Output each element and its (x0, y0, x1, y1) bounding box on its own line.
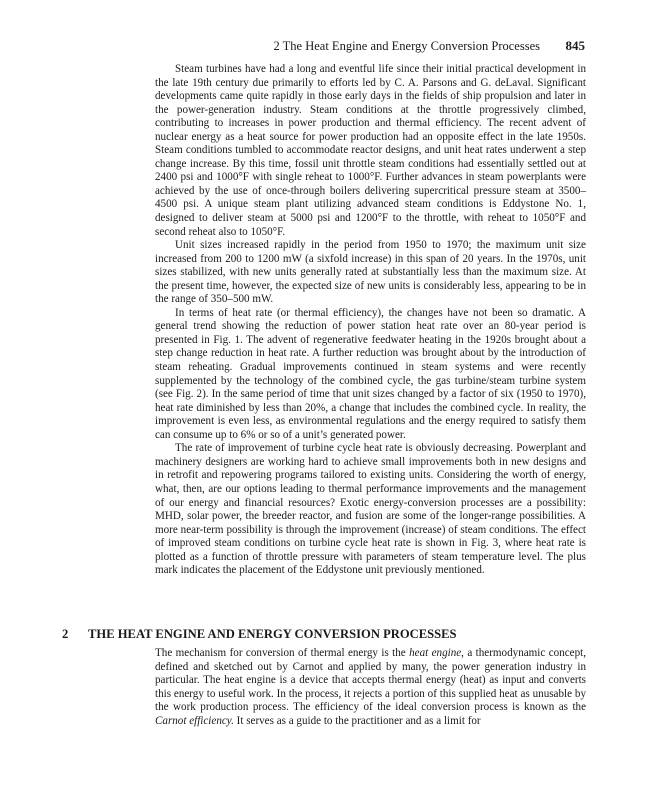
section-body-part-3: It serves as a guide to the practitioner and as a limit for (233, 714, 481, 727)
running-title: 2 The Heat Engine and Energy Conversion Processes (273, 39, 540, 53)
section-body (155, 647, 586, 728)
section-body-part-1: The mechanism for conversion of thermal energy is the (155, 647, 410, 659)
section-title: THE HEAT ENGINE AND ENERGY CONVERSION PROCESSES (88, 627, 457, 641)
paragraph-unit-sizes: Unit sizes increased rapidly in the period from 1950 to 1970; the maximum unit size increased from 200 to 1200 mW (a sixfold increase) in this span of 20 years. In the 1970s, unit sizes stabilized, with new units generally rated at substantially less than the maximum size. At the present time, however, the expected size of new units is considerably less, appearing to be in the range of 350–500 mW. (155, 239, 586, 306)
section-body-part-2: , a thermodynamic concept, defined and sketched out by Carnot and applied by many, the power generation industry in particular. The heat engine is a device that accepts thermal energy (heat) as input and converts this energy to useful work. In the process, it rejects a portion of this supplied heat as unusable by the work production process. The efficiency of the ideal conversion process is known as the (155, 647, 586, 714)
paragraph-heat-rate: In terms of heat rate (or thermal efficiency), the changes have not been so dramatic. A general trend showing the reduction of power station heat rate over an 80-year period is presented in Fig. 1. The advent of regenerative feedwater heating in the 1920s brought about a step change reduction in heat rate. A further reduction was brought about by the introduction of steam reheating. Gradual improvements continued in steam systems and were recently supplemented by the technology of the combined cycle, the gas turbine/steam turbine system (see Fig. 2). In the same period of time that unit sizes changed by a factor of six (1950 to 1970), heat rate diminished by less than 20%, a change that includes the combined cycle. In reality, the improvement is even less, as environmental regulations and the energy required to satisfy them can consume up to 6% or so of a unit’s generated power. (155, 306, 586, 441)
body-text (155, 63, 586, 578)
paragraph-steam-history: Steam turbines have had a long and eventful life since their initial practical development in the late 19th century due primarily to efforts led by C. A. Parsons and G. deLaval. Significant developments came quite rapidly in those early days in the fields of ship propulsion and later in the power-generation industry. Steam conditions at the throttle progressively climbed, contributing to increases in power production and thermal efficiency. The recent advent of nuclear energy as a heat source for power production had an opposite effect in the late 1950s. Steam conditions tumbled to accommodate reactor designs, and unit heat rates underwent a step change increase. By this time, fossil unit throttle steam conditions had essentially settled out at 2400 psi and 1000°F with single reheat to 1000°F. Further advances in steam powerplants were achieved by the use of once-through boilers delivering supercritical pressure steam at 3500–4500 psi. A unique steam plant utilizing advanced steam conditions is Eddystone No. 1, designed to deliver steam at 5000 psi and 1200°F to the throttle, with reheat to 1050°F and second reheat also to 1050°F. (155, 63, 586, 238)
term-carnot-efficiency: Carnot efficiency. (155, 714, 234, 727)
running-header (155, 38, 585, 54)
page-number: 845 (565, 38, 585, 53)
paragraph-improvement-rate: The rate of improvement of turbine cycle heat rate is obviously decreasing. Powerplant and machinery designers are working hard to achieve small improvements both in new designs and in retrofit and repowering programs tailored to existing units. Considering the worth of energy, what, then, are our options leading to thermal performance improvements and the management of our energy and financial resources? Exotic energy-conversion processes are a possibility: MHD, solar power, the breeder reactor, and fusion are some of the longer-range possibilities. A more near-term possibility is through the improvement (increase) of steam conditions. The effect of improved steam conditions on turbine cycle heat rate is shown in Fig. 3, where heat rate is plotted as a function of throttle pressure with parameters of steam temperature level. The plus mark indicates the placement of the Eddystone unit previously mentioned. (155, 442, 586, 577)
paragraph-heat-engine (155, 647, 586, 728)
section-heading (62, 626, 586, 642)
term-heat-engine: heat engine (409, 647, 462, 659)
section-number: 2 (62, 627, 69, 641)
